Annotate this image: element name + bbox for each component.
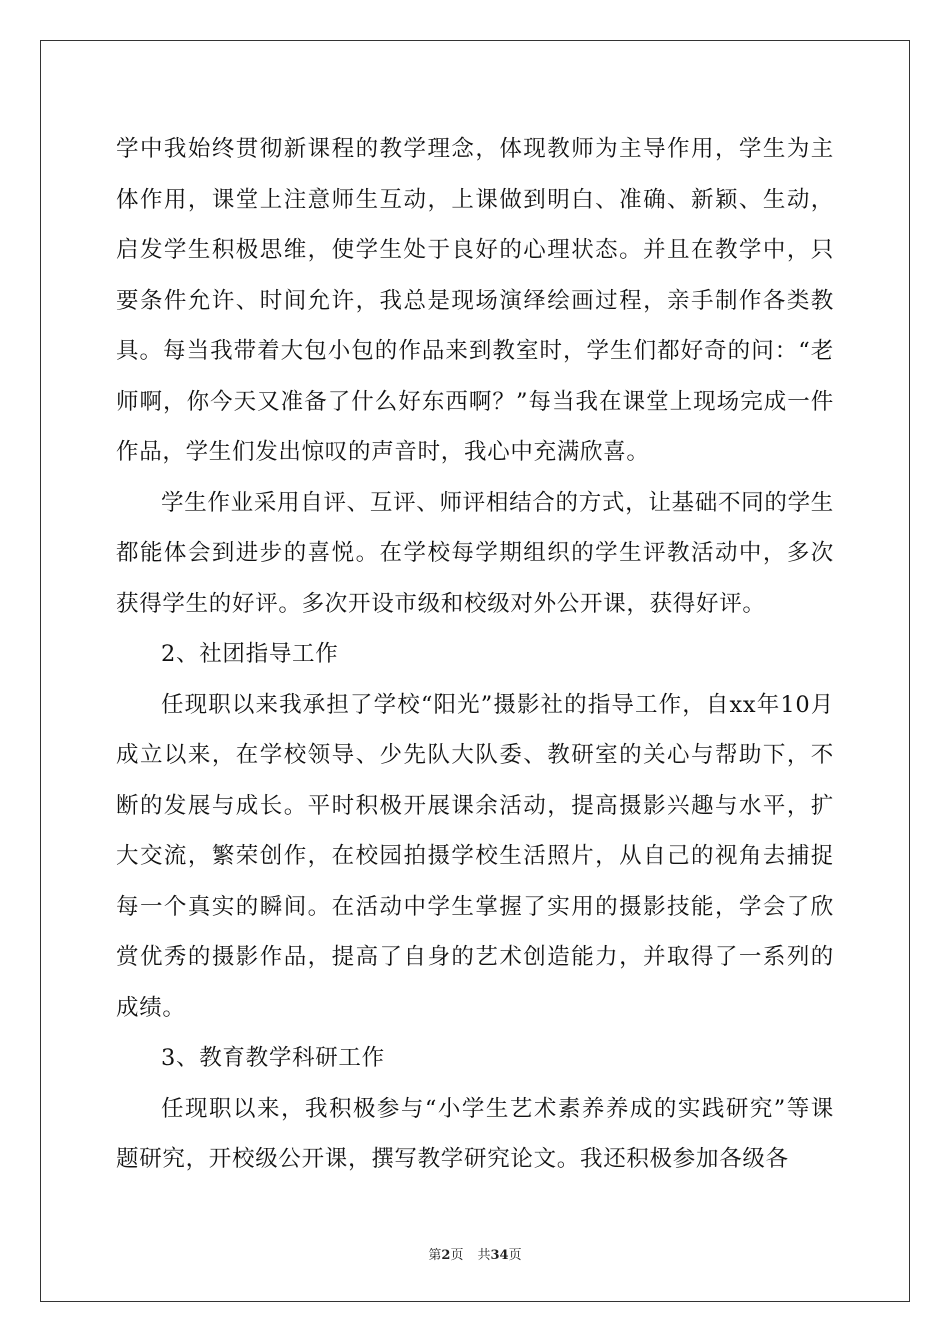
paragraph-photography-club: 任现职以来我承担了学校“阳光”摄影社的指导工作，自xx年10月成立以来，在学校领导、少先队大队委、教研室的关心与帮助下，不断的发展与成长。平时积极开展课余活动，提高摄影兴趣与水平，扩大交流，繁荣创作，在校园拍摄学校生活照片，从自己的视角去捕捉每一个真实的瞬间。在活动中学生掌握了实用的摄影技能，学会了欣赏优秀的摄影作品，提高了自身的艺术创造能力，并取得了一系列的成绩。 (116, 691, 834, 1021)
document-body (116, 124, 834, 1185)
footer-page-suffix: 页 (450, 1248, 464, 1263)
footer-page-number: 2 (441, 1248, 451, 1263)
paragraph-research-participation: 任现职以来，我积极参与“小学生艺术素养养成的实践研究”等课题研究，开校级公开课，撰写教学研究论文。我还积极参加各级各 (116, 1095, 834, 1172)
footer-total-prefix: 共 (477, 1248, 491, 1263)
footer-total-suffix: 页 (508, 1248, 522, 1263)
paragraph-teaching-philosophy: 学中我始终贯彻新课程的教学理念，体现教师为主导作用，学生为主体作用，课堂上注意师生互动，上课做到明白、准确、新颖、生动，启发学生积极思维，使学生处于良好的心理状态。并且在教学中，只要条件允许、时间允许，我总是现场演绎绘画过程，亲手制作各类教具。每当我带着大包小包的作品来到教室时，学生们都好奇的问：“老师啊，你今天又准备了什么好东西啊？”每当我在课堂上现场完成一件作品，学生们发出惊叹的声音时，我心中充满欣喜。 (116, 136, 834, 465)
footer-total-pages: 34 (490, 1248, 509, 1263)
footer-page-prefix: 第 (428, 1248, 442, 1263)
section-heading-club-guidance: 2、社团指导工作 (161, 641, 339, 667)
section-heading-research-work: 3、教育教学科研工作 (161, 1045, 385, 1071)
page-footer (0, 1247, 950, 1265)
paragraph-homework-evaluation: 学生作业采用自评、互评、师评相结合的方式，让基础不同的学生都能体会到进步的喜悦。在学校每学期组织的学生评教活动中，多次获得学生的好评。多次开设市级和校级对外公开课，获得好评。 (116, 489, 834, 617)
